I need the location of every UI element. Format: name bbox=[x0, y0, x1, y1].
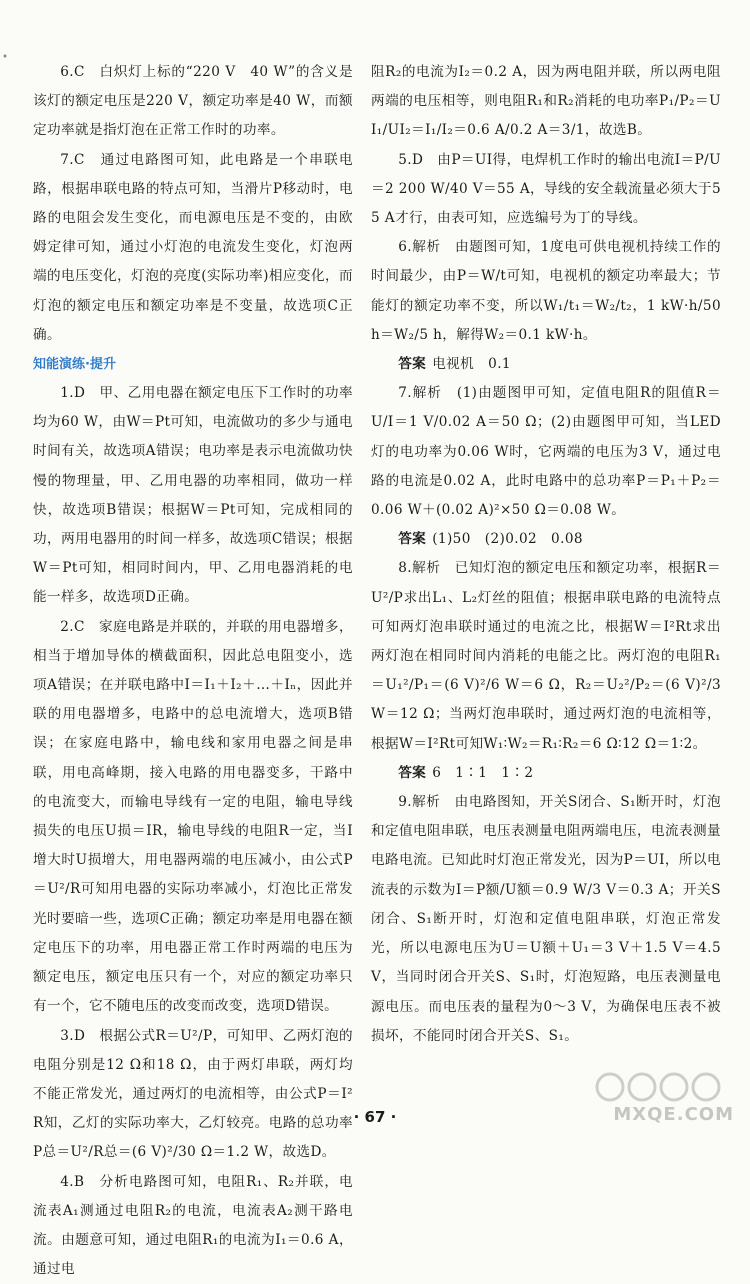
section-heading: 知能演练·提升 bbox=[33, 357, 116, 373]
practice-answer-5: 5.D 由P＝UI得，电焊机工作时的输出电流I＝P/U＝2 200 W/40 V＝55 A，导线的安全载流量必须大于55 A才行，由表可知，应选编号为丁的导线。 bbox=[371, 151, 722, 227]
answer-7: 7.C 通过电路图可知，此电路是一个串联电路，根据串联电路的特点可知，当滑片P移动时，电路的电阻会发生变化，而电源电压是不变的，由欧姆定律可知，通过小灯泡的电流发生变化，灯泡两端的电压变化，灯泡的亮度(实际功率)相应变化，而灯泡的额定电压和额定功率是不变量，故选项C正确。 bbox=[33, 151, 353, 343]
answer-value: 电视机 0.1 bbox=[432, 356, 511, 373]
answer-value: 6 1∶1 1∶2 bbox=[432, 764, 534, 781]
page-edge-mark bbox=[2, 44, 8, 50]
answer-6: 6.C 白炽灯上标的“220 V 40 W”的含义是该灯的额定电压是220 V，额定功率是40 W，而额定功率就是指灯泡在正常工作时的功率。 bbox=[33, 64, 353, 139]
watermark-text: MXQE.COM bbox=[613, 1104, 734, 1125]
practice-answer-8: 8.解析 已知灯泡的额定电压和额定功率，根据R＝U²/P求出L₁、L₂灯丝的阻值；根据串联电路的电流特点可知两灯泡串联时通过的电流之比，根据W＝I²Rt求出两灯泡在相同时间内消耗的电能之比。两灯泡的电阻R₁＝U₁²/P₁＝(6 V)²/6 W＝6 Ω，R₂＝U₂²/P₂＝(6 V)²/3 W＝12 Ω；当两灯泡串联时，通过两灯泡的电流相等，根据W＝I²Rt可知W₁∶W₂＝R₁∶R₂＝6 Ω∶12 Ω＝1∶2。 bbox=[371, 560, 721, 752]
answer-label: 答案 bbox=[398, 531, 427, 548]
answer-line-7 bbox=[371, 525, 721, 554]
left-column bbox=[33, 58, 353, 1284]
answer-circle-logo-icon bbox=[594, 1071, 724, 1103]
practice-answer-7: 7.解析 (1)由题图甲可知，定值电阻R的阻值R＝U/I＝1 V/0.02 A＝50 Ω；(2)由题图甲可知，当LED灯的电功率为0.06 W时，它两端的电压为3 V，通过电路的电流是0.02 A，此时电路中的总功率P＝P₁＋P₂＝0.06 W＋(0.02 A)²×50 Ω＝0.08 W。 bbox=[371, 385, 721, 519]
practice-answer-9: 9.解析 由电路图知，开关S闭合、S₁断开时，灯泡和定值电阻串联，电压表测量电阻两端电压，电流表测量电路电流。已知此时灯泡正常发光，因为P＝UI，所以电流表的示数为I＝P额/U额＝0.9 W/3 V＝0.3 A；开关S闭合、S₁断开时，灯泡和定值电阻串联，灯泡正常发光，所以电源电压为U＝U额＋U₁＝3 V＋1.5 V＝4.5 V，当同时闭合开关S、S₁时，灯泡短路，电压表测量电源电压。而电压表的量程为0～3 V，为确保电压表不被损坏，不能同时闭合开关S、S₁。 bbox=[371, 794, 721, 1044]
right-column bbox=[371, 58, 721, 1051]
watermark bbox=[590, 1071, 740, 1125]
answer-value: (1)50 (2)0.02 0.08 bbox=[432, 531, 583, 548]
page-number: · 67 · bbox=[353, 1108, 397, 1126]
practice-answer-4-start: 4.B 分析电路图可知，电阻R₁、R₂并联，电流表A₁测通过电阻R₂的电流，电流表A₂测干路电流。由题意可知，通过电阻R₁的电流为I₁＝0.6 A，通过电 bbox=[33, 1173, 353, 1278]
practice-answer-2: 2.C 家庭电路是并联的，并联的用电器增多，相当于增加导体的横截面积，因此总电阻变小，选项A错误；在并联电路中I＝I₁＋I₂＋…＋Iₙ，因此并联的用电器增多，电路中的总电流增大，选项B错误；在家庭电路中，输电线和家用电器之间是串联，用电高峰期，接入电路的用电器变多，干路中的电流变大，而输电导线有一定的电阻，输电导线损失的电压U损＝IR，输电导线的电阻R一定，当I增大时U损增大，用电器两端的电压减小，由公式P＝U²/R可知用电器的实际功率减小，灯泡比正常发光时要暗一些，选项C正确；额定功率是用电器在额定电压下的功率，用电器正常工作时两端的电压为额定电压，额定电压只有一个，对应的额定功率只有一个，它不随电压的改变而改变，选项D错误。 bbox=[33, 618, 353, 1015]
answer-line-8 bbox=[371, 759, 721, 788]
practice-answer-6: 6.解析 由题图可知，1度电可供电视机持续工作的时间最少，由P＝W/t可知，电视机的额定功率最大；节能灯的额定功率不变，所以W₁/t₁＝W₂/t₂，1 kW·h/50 h＝W₂/5 h，解得W₂＝0.1 kW·h。 bbox=[371, 239, 721, 343]
answer-label: 答案 bbox=[398, 764, 427, 781]
practice-answer-3: 3.D 根据公式R＝U²/P，可知甲、乙两灯泡的电阻分别是12 Ω和18 Ω，由于两灯串联，两灯均不能正常发光，通过两灯的电流相等，由公式P＝I²R知，乙灯的实际功率大，乙灯较亮。电路的总功率P总＝U²/R总＝(6 V)²/30 Ω＝1.2 W，故选D。 bbox=[33, 1027, 353, 1161]
practice-answer-4-end: 阻R₂的电流为I₂＝0.2 A，因为两电阻并联，所以两电阻两端的电压相等，则电阻R₁和R₂消耗的电功率P₁/P₂＝UI₁/UI₂＝I₁/I₂＝0.6 A/0.2 A＝3/1，故选B。 bbox=[371, 64, 721, 139]
answer-line-6 bbox=[371, 350, 721, 379]
answer-label: 答案 bbox=[398, 356, 427, 373]
practice-answer-1: 1.D 甲、乙用电器在额定电压下工作时的功率均为60 W，由W＝Pt可知，电流做功的多少与通电时间有关，故选项A错误；电功率是表示电流做功快慢的物理量，甲、乙用电器的功率相同，做功一样快，故选项B错误；根据W＝Pt可知，完成相同的功，两用电器用的时间一样多，故选项C错误；根据W＝Pt可知，相同时间内，甲、乙用电器消耗的电能一样多，故选项D正确。 bbox=[33, 385, 353, 606]
